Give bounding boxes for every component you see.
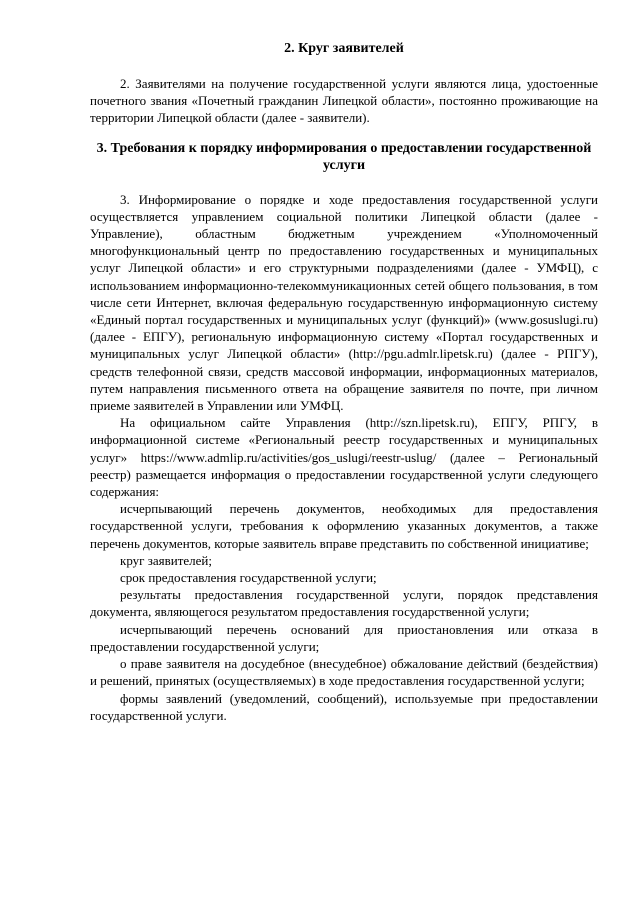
document-content bbox=[90, 40, 598, 724]
list-item: срок предоставления государственной услуги; bbox=[120, 570, 377, 586]
section-2-heading: 2. Круг заявителей bbox=[284, 41, 404, 56]
section-3-heading: 3. Требования к порядку информирования о предоставлении государственной услуги bbox=[96, 140, 592, 173]
list-item: исчерпывающий перечень документов, необходимых для предоставления государственной услуги, требования к оформлению указанных документов, а также перечень документов, которые заявитель вправе представить по собственной инициативе; bbox=[90, 501, 598, 551]
info-list bbox=[90, 500, 598, 724]
list-item: результаты предоставления государственной услуги, порядок представления документа, являющегося результатом предоставления государственной услуги; bbox=[90, 587, 598, 620]
section-3-paragraph-2: На официальном сайте Управления (http://szn.lipetsk.ru), ЕПГУ, РПГУ, в информационной системе «Региональный реестр государственных и муниципальных услуг» https://www.admlip.ru/activities/gos_uslugi/reestr-uslug/ (далее – Региональный реестр) размещается информация о предоставлении государственной услуги следующего содержания: bbox=[90, 415, 598, 500]
list-item: формы заявлений (уведомлений, сообщений), используемые при предоставлении государственной услуги. bbox=[90, 690, 598, 723]
list-item: исчерпывающий перечень оснований для приостановления или отказа в предоставлении государственной услуги; bbox=[90, 621, 598, 654]
list-item: о праве заявителя на досудебное (внесудебное) обжалование действий (бездействия) и решений, принятых (осуществляемых) в ходе предоставления государственной услуги; bbox=[90, 656, 598, 689]
list-item: круг заявителей; bbox=[120, 552, 212, 568]
section-2-paragraph: 2. Заявителями на получение государственной услуги являются лица, удостоенные почетного звания «Почетный гражданин Липецкой области», постоянно проживающие на территории Липецкой области (далее - заявители). bbox=[90, 76, 598, 126]
section-3-paragraph-1: 3. Информирование о порядке и ходе предоставления государственной услуги осуществляется управлением социальной политики Липецкой области (далее - Управление), областным бюджетным учреждением «Уполномоченный многофункциональный центр по предоставлению государственных и муниципальных услуг Липецкой области» и его структурными подразделениями (далее - УМФЦ), с использованием информационно-телекоммуникационных сетей общего пользования, в том числе сети Интернет, включая федеральную государственную информационную систему «Единый портал государственных и муниципальных услуг (функций)» (www.gosuslugi.ru) (далее - ЕПГУ), региональную информационную систему «Портал государственных и муниципальных услуг Липецкой области» (http://pgu.admlr.lipetsk.ru) (далее - РПГУ), средств телефонной связи, средств массовой информации, информационных материалов, путем направления письменного ответа на обращение заявителя по почте, при личном приеме заявителей в Управлении или УМФЦ. bbox=[90, 191, 598, 414]
